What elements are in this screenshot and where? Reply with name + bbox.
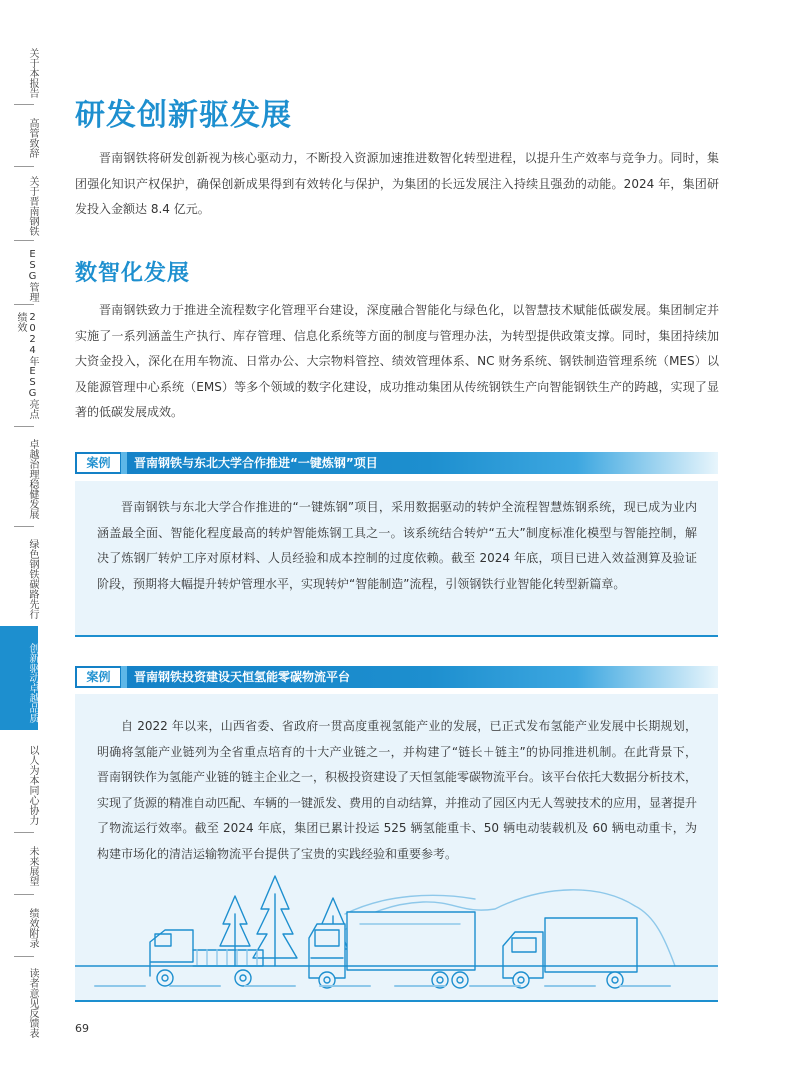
case-tag-accent — [121, 666, 127, 688]
logistics-illustration — [75, 854, 718, 1000]
nav-divider — [14, 526, 34, 527]
intro-paragraph: 晋南钢铁将研发创新视为核心驱动力，不断投入资源加速推进数智化转型进程，以提升生产效率与竞争力。同时，集团强化知识产权保护，确保创新成果得到有效转化与保护，为集团的长远发展注入持续且强劲的动能。2024 年，集团研发投入金额达 8.4 亿元。 — [75, 151, 719, 216]
nav-tab-feedback-form[interactable]: 读者意见反馈表 — [27, 968, 38, 1038]
nav-divider — [14, 240, 34, 241]
case-header — [75, 666, 718, 688]
nav-tab-governance[interactable]: 卓越治理稳健发展 — [27, 439, 38, 519]
case-text: 自 2022 年以来，山西省委、省政府一贯高度重视氢能产业的发展，已正式发布氢能产业发展中长期规划，明确将氢能产业链列为全省重点培育的十大产业链之一，并构建了“链长＋链主”的协同推进机制。在此背景下，晋南钢铁作为氢能产业链的链主企业之一，积极投资建设了天恒氢能零碳物流平台。该平台依托大数据分析技术，实现了货源的精准自动匹配、车辆的一键派发、费用的自动结算，并推动了园区内无人驾驶技术的应用，显著提升了物流运行效率。截至 2024 年底，集团已累计投运 525 辆氢能重卡、50 辆电动装载机及 60 辆电动重卡，为构建市场化的清洁运输物流平台提供了宝贵的实践经验和重要参考。 — [97, 719, 698, 861]
nav-divider — [14, 832, 34, 833]
tree-icon — [253, 876, 297, 966]
nav-divider — [14, 104, 34, 105]
swoosh-line — [345, 895, 475, 914]
side-navigation — [0, 0, 38, 1077]
case-text: 晋南钢铁与东北大学合作推进的“一键炼钢”项目，采用数据驱动的转炉全流程智慧炼钢系统，现已成为业内涵盖最全面、智能化程度最高的转炉智能炼钢工具之一。该系统结合转炉“五大”制度标准化模型与智能控制，解决了炼钢厂转炉工序对原材料、人员经验和成本控制的过度依赖。截至 2024 年底，项目已进入效益测算及验证阶段，预期将大幅提升转炉管理水平，实现转炉“智能制造”流程，引领钢铁行业智能化转型新篇章。 — [97, 500, 697, 591]
nav-divider — [14, 166, 34, 167]
nav-divider — [14, 426, 34, 427]
nav-tab-about-report[interactable]: 关于本报告 — [27, 48, 38, 98]
nav-tab-outlook[interactable]: 未来展望 — [27, 846, 38, 886]
section-title: 数智化发展 — [75, 261, 191, 286]
nav-divider — [14, 304, 34, 305]
tree-icon — [220, 896, 250, 966]
case-title: 晋南钢铁与东北大学合作推进“一键炼钢”项目 — [134, 456, 378, 470]
nav-tab-green-steel[interactable]: 绿色钢铁碳路先行 — [27, 539, 38, 619]
nav-tab-performance-appendix[interactable]: 绩效附录 — [27, 908, 38, 948]
nav-tab-esg-highlights[interactable]: 2024年ESG亮点绩效 — [15, 312, 38, 419]
nav-tab-innovation[interactable]: 创新驱动卓越品质 — [0, 626, 38, 730]
section-paragraph: 晋南钢铁致力于推进全流程数字化管理平台建设，深度融合智能化与绿色化，以智慧技术赋能低碳发展。集团制定并实施了一系列涵盖生产执行、库存管理、信息化系统等方面的制度与管理办法，为转型提供政策支撑。同时，集团持续加大资金投入，深化在用车物流、日常办公、大宗物料管控、绩效管理体系、NC 财务系统、钢铁制造管理系统（MES）以及能源管理中心系统（EMS）等多个领域的数字化建设，成功推动集团从传统钢铁生产向智能钢铁生产的跨越，实现了显著的低碳发展成效。 — [75, 303, 719, 419]
case-title: 晋南钢铁投资建设天恒氢能零碳物流平台 — [134, 670, 351, 684]
case-tag: 案例 — [77, 454, 120, 472]
page-title: 研发创新驱发展 — [75, 98, 292, 133]
nav-divider — [14, 894, 34, 895]
nav-divider — [14, 956, 34, 957]
page-number: 69 — [75, 1022, 89, 1035]
case-box — [75, 694, 718, 1002]
case-tag-accent — [121, 452, 127, 474]
nav-tab-esg-management[interactable]: ESG管理 — [27, 248, 38, 302]
box-truck-icon — [503, 918, 637, 988]
box-truck-icon — [309, 912, 475, 988]
nav-tab-people[interactable]: 以人为本同心协力 — [27, 745, 38, 825]
nav-tab-about-company[interactable]: 关于晋南钢铁 — [27, 176, 38, 236]
nav-tab-executive-message[interactable]: 高管致辞 — [27, 118, 38, 158]
case-box — [75, 481, 718, 637]
case-header — [75, 452, 718, 474]
case-tag: 案例 — [77, 668, 120, 686]
